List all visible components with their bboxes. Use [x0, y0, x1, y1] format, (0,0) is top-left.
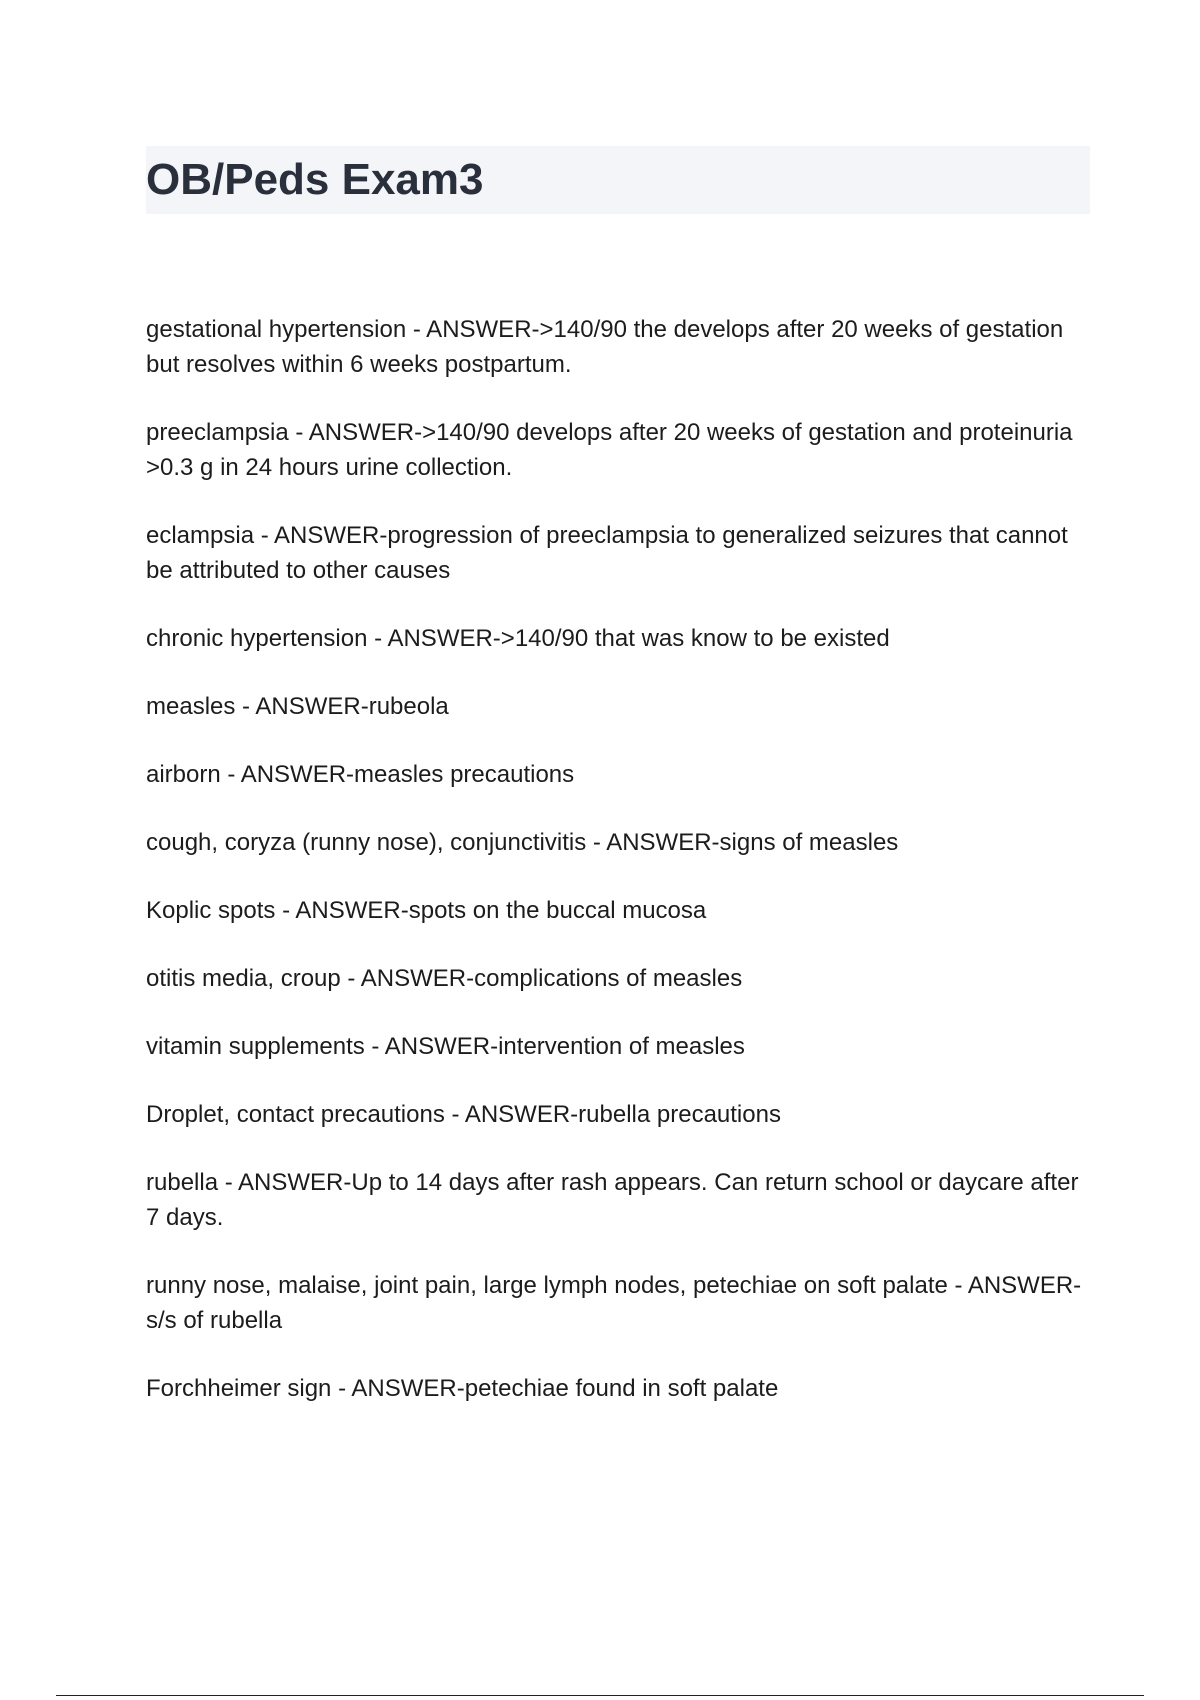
flashcard-entry: runny nose, malaise, joint pain, large lymph nodes, petechiae on soft palate - ANSWER-s/s of rubella: [146, 1272, 1082, 1334]
flashcard-entry: chronic hypertension - ANSWER->140/90 that was know to be existed: [146, 625, 890, 652]
flashcard-entry: vitamin supplements - ANSWER-intervention of measles: [146, 1033, 745, 1060]
flashcard-entry: rubella - ANSWER-Up to 14 days after rash appears. Can return school or daycare after 7 days.: [146, 1169, 1079, 1231]
flashcard-entry: preeclampsia - ANSWER->140/90 develops after 20 weeks of gestation and proteinuria >0.3 g in 24 hours urine collection.: [146, 419, 1073, 481]
flashcard-entry: gestational hypertension - ANSWER->140/90 the develops after 20 weeks of gestation but resolves within 6 weeks postpartum.: [146, 316, 1064, 378]
flashcard-entry: measles - ANSWER-rubeola: [146, 693, 449, 720]
flashcard-entry: cough, coryza (runny nose), conjunctivitis - ANSWER-signs of measles: [146, 829, 899, 856]
flashcard-entry: airborn - ANSWER-measles precautions: [146, 761, 575, 788]
flashcard-entry: Koplic spots - ANSWER-spots on the buccal mucosa: [146, 897, 707, 924]
flashcard-entry: otitis media, croup - ANSWER-complications of measles: [146, 965, 743, 992]
flashcard-entry: Forchheimer sign - ANSWER-petechiae found in soft palate: [146, 1375, 779, 1402]
page-footer-divider: [56, 1695, 1144, 1696]
flashcard-entry: eclampsia - ANSWER-progression of preeclampsia to generalized seizures that cannot be attributed to other causes: [146, 522, 1068, 584]
title-banner: [146, 146, 1090, 214]
flashcard-list: [146, 312, 1096, 1439]
flashcard-entry: Droplet, contact precautions - ANSWER-rubella precautions: [146, 1101, 781, 1128]
page-title: OB/Peds Exam3: [146, 155, 484, 204]
